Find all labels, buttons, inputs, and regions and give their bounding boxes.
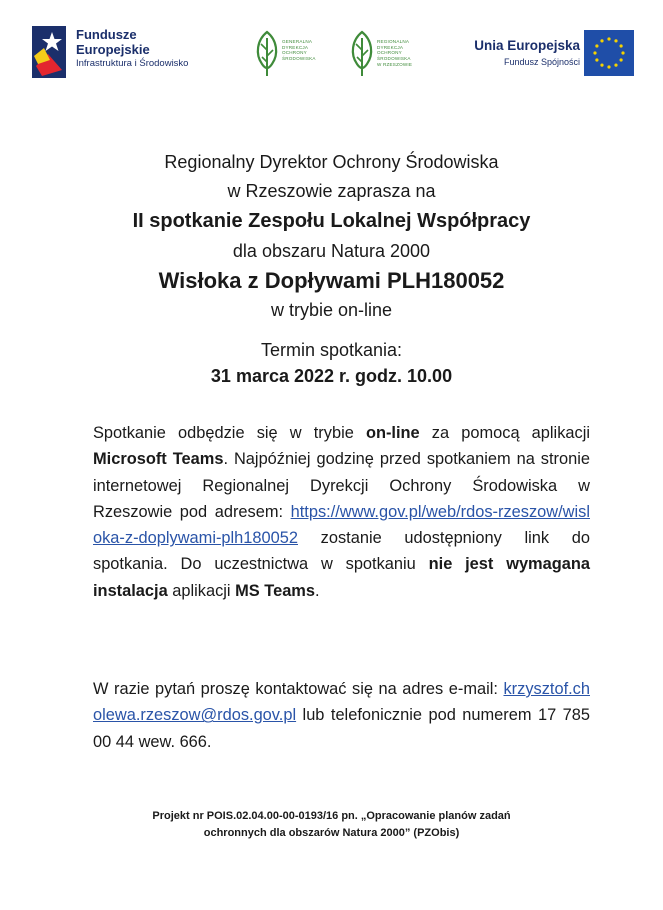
heading-line-4: dla obszaru Natura 2000	[232, 241, 431, 261]
para1-bold-online: on-line	[365, 424, 420, 442]
para1-text-4: zostanie udostępniony link do spotkania. Do uczestnictwa w spotkaniu	[93, 529, 590, 574]
gdos-logo	[254, 30, 334, 80]
para1-text-1: Spotkanie odbędzie się w trybie	[93, 424, 366, 442]
meeting-date: 31 marca 2022 r. godz. 10.00	[210, 366, 453, 386]
gdos-logo-line4: ŚRODOWISKA	[282, 56, 316, 62]
rdos-logo-line2: DYREKCJA	[377, 44, 404, 50]
rdos-logo-line4: ŚRODOWISKA	[377, 56, 411, 62]
rdos-logo-line5: W RZESZOWIE	[377, 61, 413, 67]
fe-logo-line2: Europejskie	[76, 41, 150, 57]
gdos-logo-line2: DYREKCJA	[282, 44, 309, 50]
fe-logo-line1: Fundusze	[76, 27, 137, 42]
fundusze-europejskie-star-icon	[32, 26, 66, 78]
meeting-title: II spotkanie Zespołu Lokalnej Współpracy	[132, 210, 531, 232]
leaf-icon	[254, 30, 280, 78]
unia-europejska-logo	[438, 26, 638, 84]
para1-text-5: aplikacji	[167, 581, 236, 600]
contact-paragraph	[93, 676, 590, 755]
rdos-logo-line3: OCHRONY	[377, 50, 402, 56]
meeting-info-paragraph	[93, 420, 590, 604]
meeting-page-link[interactable]: https://www.gov.pl/web/rdos-rzeszow/wisloka-z-doplywami-plh180052	[93, 502, 590, 548]
para1-text-2: za pomocą aplikacji	[419, 424, 590, 442]
fundusze-europejskie-logo	[32, 24, 232, 82]
para1-text-3: . Najpóźniej godzinę przed spotkaniem na stronie internetowej Regionalnej Dyrekcji Ochrony Środowiska w Rzeszowie pod adresem:	[93, 450, 591, 521]
rdos-logo-line1: REGIONALNA	[377, 39, 410, 44]
para2-text-1: W razie pytań proszę kontaktować się na adres e-mail:	[93, 680, 504, 698]
leaf-icon	[349, 30, 375, 78]
para1-bold-no-install: nie jest wymagana instalacja	[93, 555, 591, 600]
heading-line-2: w Rzeszowie zaprasza na	[227, 181, 436, 201]
para1-bold-ms-teams: MS Teams	[235, 581, 315, 600]
contact-email-link[interactable]: krzysztof.cholewa.rzeszow@rdos.gov.pl	[93, 680, 590, 725]
natura-site-name: Wisłoka z Dopływami PLH180052	[158, 268, 505, 293]
heading-line-1: Regionalny Dyrektor Ochrony Środowiska	[164, 152, 499, 172]
para1-text-6: .	[315, 581, 320, 600]
meeting-date-label: Termin spotkania:	[260, 340, 403, 360]
gdos-logo-line1: GENERALNA	[282, 39, 313, 44]
eu-flag-icon	[584, 30, 634, 76]
heading-line-6: w trybie on-line	[270, 300, 393, 320]
para1-bold-teams: Microsoft Teams	[93, 450, 224, 469]
rdos-logo	[349, 30, 429, 80]
ue-logo-name: Unia Europejska	[474, 38, 580, 53]
footer-line-1: Projekt nr POIS.02.04.00-00-0193/16 pn. „Opracowanie planów zadań	[152, 810, 511, 822]
gdos-logo-line3: OCHRONY	[282, 50, 307, 56]
project-footer	[0, 808, 663, 842]
para2-text-2: lub telefonicznie pod numerem 17 785 00 44 wew. 666.	[93, 706, 590, 751]
footer-line-2: ochronnych dla obszarów Natura 2000” (PZObis)	[203, 827, 460, 839]
fe-logo-line3: Infrastruktura i Środowisko	[76, 58, 189, 70]
ue-logo-fund: Fundusz Spójności	[503, 57, 580, 67]
